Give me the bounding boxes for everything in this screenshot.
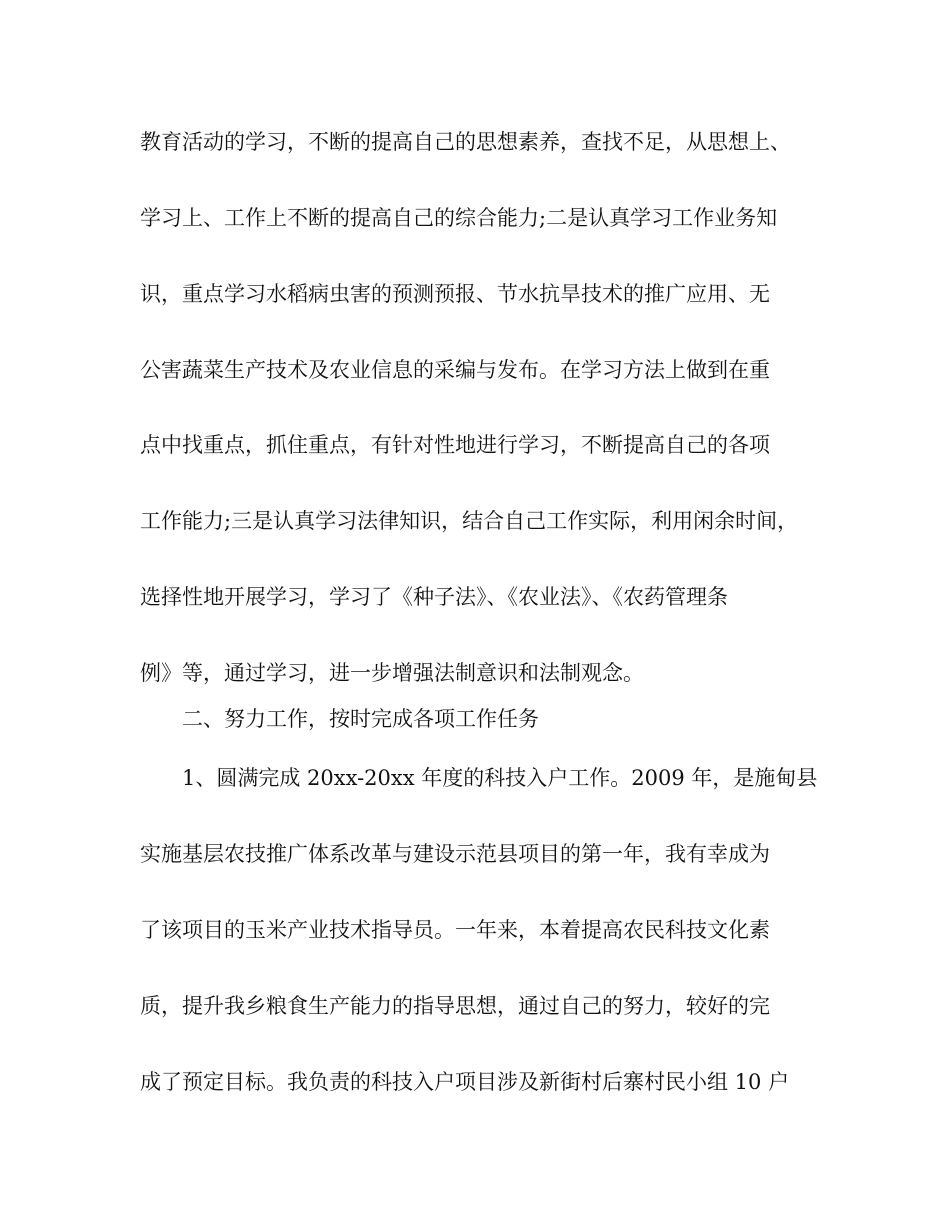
body-text-line: 选择性地开展学习，学习了《种子法》、《农业法》、《农药管理条 <box>140 585 728 609</box>
body-text-line: 成了预定目标。我负责的科技入户项目涉及新街村后寨村民小组 10 户 <box>140 1070 790 1094</box>
body-text-line: 点中找重点，抓住重点，有针对性地进行学习，不断提高自己的各项 <box>140 433 770 457</box>
list-item-paragraph-start: 1、圆满完成 20xx-20xx 年度的科技入户工作。2009 年，是施甸县 <box>182 766 818 790</box>
body-text-line: 学习上、工作上不断的提高自己的综合能力;二是认真学习工作业务知 <box>140 206 778 230</box>
body-text-line: 例》等，通过学习，进一步增强法制意识和法制观念。 <box>140 661 644 685</box>
body-text-line: 教育活动的学习，不断的提高自己的思想素养，查找不足，从思想上、 <box>140 130 791 154</box>
body-text-line: 公害蔬菜生产技术及农业信息的采编与发布。在学习方法上做到在重 <box>140 358 770 382</box>
body-text-line: 识，重点学习水稻病虫害的预测预报、节水抗旱技术的推广应用、无 <box>140 282 770 306</box>
body-text-line: 了该项目的玉米产业技术指导员。一年来，本着提高农民科技文化素 <box>140 918 770 942</box>
body-text-line: 实施基层农技推广体系改革与建设示范县项目的第一年，我有幸成为 <box>140 842 770 866</box>
body-text-line: 工作能力;三是认真学习法律知识，结合自己工作实际，利用闲余时间， <box>140 509 799 533</box>
body-text-line: 质，提升我乡粮食生产能力的指导思想，通过自己的努力，较好的完 <box>140 994 770 1018</box>
section-heading: 二、努力工作，按时完成各项工作任务 <box>182 707 539 731</box>
